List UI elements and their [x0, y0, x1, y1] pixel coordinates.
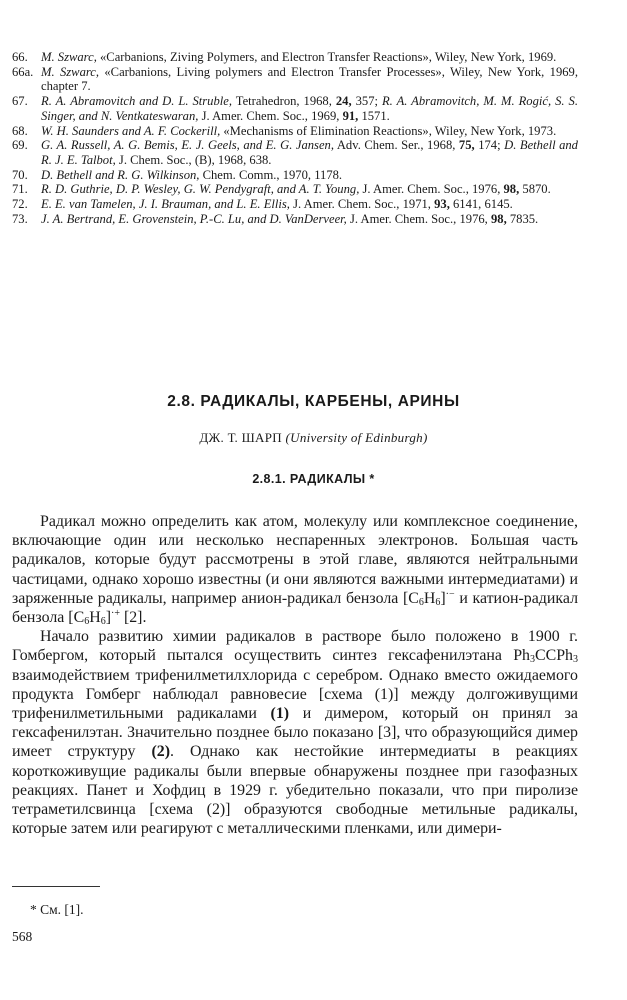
text-run: D. Bethell and R. G. Wilkinson,	[41, 167, 200, 182]
text-run: Радикал можно определить как атом, молекулу или комплексное соединение, включающие один или несколько неспаренных электронов. Большая часть радикалов, которые будут рассмотрены в этой главе, являются нейтральными частицами, однако хорошо известны (и они являются важными интермедиатами) и заряженные радикалы, например анион-радикал бензола [C	[12, 513, 578, 607]
text-run: и катион-радикал бензола [C	[12, 589, 578, 627]
text-run: 6	[435, 596, 441, 608]
text-run: и димером, который он принял за гексафенилэтан. Значительно позднее было показано [3], что образующийся димер имеет структуру	[12, 705, 578, 761]
text-run: ]	[440, 589, 446, 607]
text-run: CCPh	[535, 647, 573, 665]
reference-item	[12, 168, 578, 183]
text-run: 6	[84, 616, 90, 628]
text-run: 6	[418, 596, 424, 608]
section-title: 2.8. РАДИКАЛЫ, КАРБЕНЫ, АРИНЫ	[167, 393, 460, 410]
reference-number: 73.	[12, 211, 28, 226]
author-name: ДЖ. Т. ШАРП	[199, 430, 282, 445]
reference-text	[41, 94, 578, 123]
reference-text	[41, 50, 578, 65]
text-run: M. Szwarc,	[41, 64, 100, 79]
text-run: 357;	[351, 94, 382, 109]
text-run: E. E. van Tamelen, J. I. Brauman, and L. E. Ellis,	[41, 197, 290, 212]
reference-list	[12, 50, 578, 226]
text-run: W. H. Saunders and A. F. Cockerill,	[41, 123, 221, 138]
reference-text	[41, 168, 578, 183]
text-run: (2)	[151, 743, 170, 761]
text-run: ]	[105, 609, 111, 627]
text-run: 91,	[342, 108, 359, 123]
text-run: Chem. Comm., 1970, 1178.	[199, 167, 343, 182]
text-run: J. Amer. Chem. Soc., 1971,	[289, 197, 435, 212]
text-run: 3	[573, 654, 578, 666]
text-run: «Carbanions, Ziving Polymers, and Electron Transfer Reactions», Wiley, New York, 1969.	[96, 50, 557, 64]
text-run: M. Szwarc,	[41, 50, 97, 64]
text-run: H	[423, 589, 436, 607]
paragraph	[12, 512, 578, 627]
reference-text	[41, 124, 578, 139]
reference-number: 70.	[12, 167, 28, 182]
author-affiliation: (University of Edinburgh)	[285, 430, 428, 445]
text-run: J. Chem. Soc., (B), 1968, 638.	[115, 152, 272, 167]
text-run: J. Amer. Chem. Soc., 1976,	[359, 182, 504, 197]
text-run: 7835.	[506, 211, 539, 226]
text-run: 6	[100, 616, 106, 628]
reference-number: 68.	[12, 123, 28, 138]
text-run: 75,	[458, 138, 475, 153]
footnote-divider	[12, 886, 100, 887]
reference-item	[12, 182, 578, 197]
text-run: D. Bethell and R. J. E. Talbot,	[41, 138, 578, 167]
text-run: 3	[530, 654, 536, 666]
text-run: J. A. Bertrand, E. Grovenstein, P.-C. Lu, and D. VanDerveer,	[41, 211, 347, 226]
reference-number: 69.	[12, 138, 28, 153]
text-run: 93,	[434, 197, 450, 212]
paragraph	[12, 627, 578, 838]
reference-item	[12, 138, 578, 167]
text-run: ·−	[445, 588, 455, 600]
reference-item	[12, 197, 578, 212]
page-number: 568	[12, 929, 33, 944]
main-text	[12, 512, 578, 838]
author-line	[0, 430, 627, 446]
footnote: * См. [1].	[30, 902, 84, 917]
reference-text	[41, 212, 578, 227]
text-run: взаимодействием трифенилметилхлорида с серебром. Однако вместо ожидаемого продукта Гомберг наблюдал равновесие [схема (1)] между долгоживущими трифенилметильными радикалами	[12, 666, 578, 723]
reference-item	[12, 65, 578, 94]
text-run: 1571.	[358, 108, 390, 123]
reference-number: 66.	[12, 50, 28, 64]
text-run: J. Amer. Chem. Soc., 1976,	[346, 211, 491, 226]
reference-text	[41, 182, 578, 197]
text-run: (1)	[270, 705, 290, 723]
reference-item	[12, 50, 578, 65]
text-run: J. Amer. Chem. Soc., 1969,	[198, 108, 343, 123]
text-run: [2].	[119, 609, 147, 627]
reference-text	[41, 65, 578, 94]
text-run: 174;	[474, 138, 505, 153]
reference-number: 66a.	[12, 64, 34, 79]
text-run: R. A. Abramovitch and D. L. Struble,	[41, 94, 232, 109]
text-run: H	[89, 609, 101, 627]
text-run: 98,	[490, 211, 507, 226]
text-run: 5870.	[519, 182, 551, 197]
text-run: Начало развитию химии радикалов в растворе было положено в 1900 г. Гомбергом, который пытался осуществить синтез гексафенилэтана Ph	[12, 628, 578, 665]
reference-item	[12, 212, 578, 227]
reference-item	[12, 94, 578, 123]
reference-number: 72.	[12, 197, 28, 212]
text-run: ·+	[110, 608, 120, 620]
text-run: 24,	[335, 94, 352, 109]
subsection-title: 2.8.1. РАДИКАЛЫ *	[252, 472, 375, 486]
text-run: 98,	[503, 182, 520, 197]
text-run: R. A. Abramovitch, M. M. Rogić, S. S. Singer, and N. Ventkateswaran,	[41, 94, 578, 123]
reference-number: 67.	[12, 94, 28, 109]
text-run: G. A. Russell, A. G. Bemis, E. J. Geels, and E. G. Jansen,	[41, 138, 334, 153]
text-run: . Однако как нестойкие интермедиаты в реакциях короткоживущие радикалы были впервые обнаружены позднее при газофазных реакциях. Панет и Хофдиц в 1929 г. убедительно показали, что при пиролизе тетраметилсвинца [схема (2)] образуются свободные метильные радикалы, которые затем или реагируют с металлическими пленками, или димери-	[12, 743, 578, 838]
reference-text	[41, 197, 578, 212]
text-run: Adv. Chem. Ser., 1968,	[334, 138, 459, 153]
text-run: «Mechanisms of Elimination Reactions», Wiley, New York, 1973.	[220, 123, 557, 138]
reference-number: 71.	[12, 182, 28, 197]
text-run: R. D. Guthrie, D. P. Wesley, G. W. Pendygraft, and A. T. Young,	[41, 182, 360, 197]
text-run: «Carbanions, Living polymers and Electron Transfer Processes», Wiley, New York, 1969, chapter 7.	[41, 64, 578, 94]
text-run: Tetrahedron, 1968,	[232, 94, 336, 109]
reference-text	[41, 138, 578, 167]
text-run: 6141, 6145.	[449, 197, 513, 212]
reference-item	[12, 124, 578, 139]
